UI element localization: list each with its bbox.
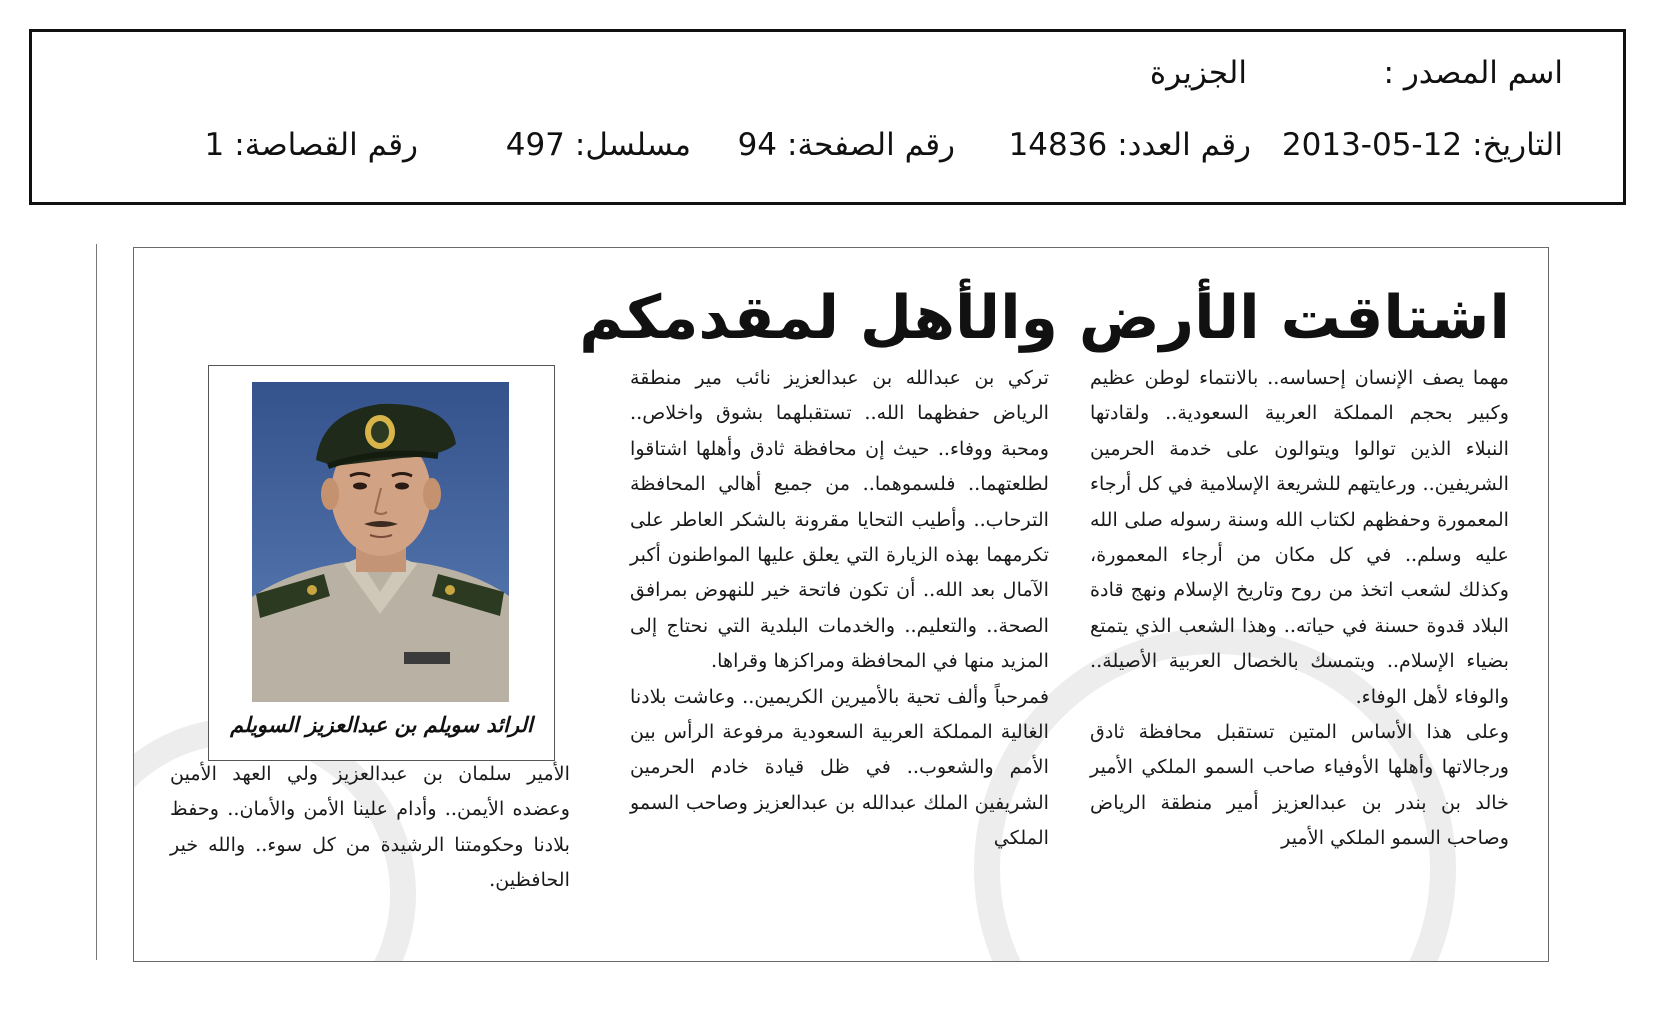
paragraph: فمرحباً وألف تحية بالأميرين الكريمين.. وعاشت بلادنا الغالية المملكة العربية السعودية مرفوعة الرأس بين الأمم والشعوب.. في ظل قيادة خادم الحرمين الشريفين الملك عبدالله بن عبدالعزيز وصاحب السمو الملكي [630, 684, 1049, 850]
date-value: 2013-05-12 [1281, 127, 1463, 163]
issue-field [1009, 125, 1251, 165]
date-field [1282, 125, 1563, 165]
page-value: 94 [737, 127, 778, 163]
paragraph: الأمير سلمان بن عبدالعزيز ولي العهد الأمين وعضده الأيمن.. وأدام علينا الأمن والأمان.. وحفظ بلادنا وحكومتنا الرشيدة من كل سوء.. والله خير الحافظين. [170, 762, 570, 892]
article-clipping [133, 247, 1549, 962]
portrait-photo [252, 382, 509, 702]
clip-value: 1 [204, 127, 225, 163]
issue-value: 14836 [1008, 127, 1108, 163]
clip-field [205, 125, 418, 165]
clipping-header [29, 29, 1626, 205]
paragraph: تركي بن عبدالله بن عبدالعزيز نائب مير منطقة الرياض حفظهما الله.. تستقبلهما بشوق واخلاص.. ومحبة ووفاء.. حيث إن محافظة ثادق وأهلها اشتاقوا لطلعتهما.. فلسموهما.. من جميع أهالي المحافظة الترحاب.. وأطيب التحايا مقرونة بالشكر العاطر على تكرمهما بهذه الزيارة التي يعلق عليها المواطنون أكبر الآمال بعد الله.. أن تكون فاتحة خير للنهوض بمرافق الصحة.. والتعليم.. والخدمات البلدية التي نحتاج إلى المزيد منها في المحافظة ومراكزها وقراها. [630, 366, 1049, 673]
article-column-1 [1090, 360, 1509, 856]
page-field [738, 125, 955, 165]
serial-value: 497 [505, 127, 565, 163]
paragraph: مهما يصف الإنسان إحساسه.. بالانتماء لوطن عظيم وكبير بحجم المملكة العربية السعودية.. ولقادتها النبلاء الذين توالوا ويتوالون على خدمة الحرمين الشريفين.. ورعايتهم للشريعة الإسلامية في كل أرجاء المعمورة وحفظهم لكتاب الله وسنة رسوله صلى الله عليه وسلم.. في كل مكان من أرجاء المعمورة، وكذلك لشعب اتخذ من روح وتاريخ الإسلام ونهج قادة البلاد قدوة حسنة في حياته.. وهذا الشعب الذي يتمتع بضياء الإسلام.. ويتمسك بالخصال العربية الأصيلة.. والوفاء لأهل الوفاء. [1090, 366, 1509, 708]
clip-label: رقم القصاصة: [234, 127, 418, 163]
article-column-2 [630, 360, 1049, 856]
serial-label: مسلسل: [574, 127, 691, 163]
photo-caption: الرائد سويلم بن عبدالعزيز السويلم [230, 713, 533, 737]
article-column-3 [170, 756, 570, 898]
issue-label: رقم العدد: [1117, 127, 1251, 163]
officer-portrait-icon [252, 382, 509, 702]
source-value: الجزيرة [1149, 55, 1247, 91]
photo-frame [208, 365, 555, 761]
page-label: رقم الصفحة: [787, 127, 955, 163]
date-label: التاريخ: [1472, 127, 1563, 163]
article-headline: اشتاقت الأرض والأهل لمقدمكم [579, 283, 1510, 353]
source-label: اسم المصدر : [1383, 55, 1563, 91]
paragraph: وعلى هذا الأساس المتين تستقبل محافظة ثادق ورجالاتها وأهلها الأوفياء صاحب السمو الملكي الأمير خالد بن بندر بن عبدالعزيز أمير منطقة الرياض وصاحب السمو الملكي الأمير [1090, 720, 1509, 850]
scan-edge-line [96, 244, 97, 960]
serial-field [506, 125, 691, 165]
